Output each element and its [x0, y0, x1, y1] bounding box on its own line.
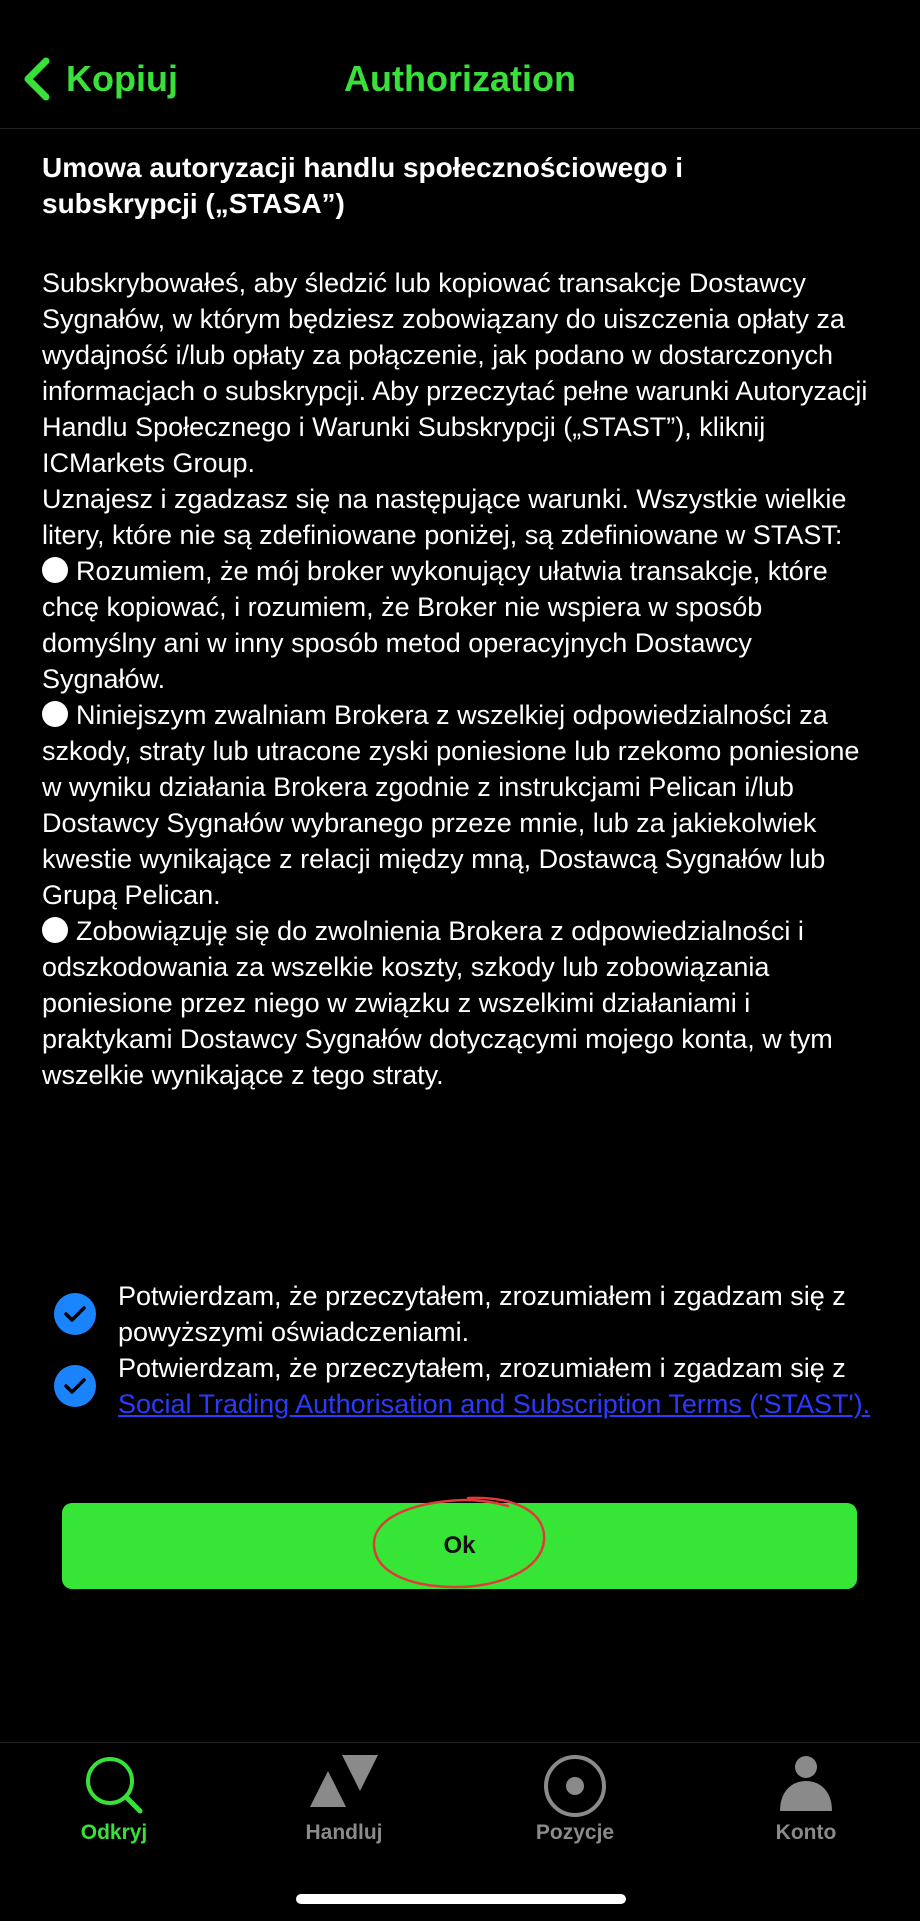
tab-label: Pozycje [535, 1821, 615, 1844]
tab-handluj[interactable] [254, 1743, 434, 1863]
confirmation-row-terms [54, 1350, 874, 1422]
ok-button[interactable] [62, 1503, 857, 1589]
agreement-bullet: Rozumiem, że mój broker wykonujący ułatwia transakcje, które chcę kopiować, i rozumiem, że Broker nie wspiera w sposób domyślny ani w inny sposób metod operacyjnych Dostawcy Sygnałów. [42, 556, 828, 694]
agreement-bullet: Niniejszym zwalniam Brokera z wszelkiej odpowiedzialności za szkody, straty lub utracone zyski poniesione lub rzekomo poniesione w wyniku działania Brokera zgodnie z instrukcjami Pelican i/lub Dostawcy Sygnałów wybranego przeze mnie, lub za jakiekolwiek kwestie wynikające z relacji między mną, Dostawcą Sygnałów lub Grupą Pelican. [42, 700, 860, 910]
confirm-statements-label: Potwierdzam, że przeczytałem, zrozumiałem i zgadzam się z powyższymi oświadczeniami. [118, 1281, 846, 1347]
confirm-terms-checkbox[interactable] [54, 1365, 96, 1407]
agreement-acknowledge: Uznajesz i zgadzasz się na następujące warunki. Wszystkie wielkie litery, które nie są zdefiniowane poniżej, są zdefiniowane w STAST: [42, 484, 847, 550]
agreement-intro: Subskrybowałeś, aby śledzić lub kopiować transakcje Dostawcy Sygnałów, w którym będziesz zobowiązany do uiszczenia opłaty za wydajność i/lub opłaty za połączenie, jak podano w dostarczonych informacjach o subskrypcji. Aby przeczytać pełne warunki Autoryzacji Handlu Społecznego i Warunki Subskrypcji („STAST”), kliknij ICMarkets Group. [42, 268, 868, 478]
agreement-bullet: Zobowiązuję się do zwolnienia Brokera z odpowiedzialności i odszkodowania za wszelkie koszty, szkody lub zobowiązania poniesione przez niego w związku z wszelkimi działaniami i praktykami Dostawcy Sygnałów dotyczącymi mojego konta, w tym wszelkie wynikające z tego straty. [42, 916, 833, 1090]
tab-odkryj[interactable] [24, 1743, 204, 1863]
search-icon [82, 1753, 146, 1817]
confirm-statements-checkbox[interactable] [54, 1293, 96, 1335]
confirmation-list [54, 1278, 874, 1422]
positions-target-icon [542, 1753, 608, 1819]
confirmation-row-statements [54, 1278, 874, 1350]
checkmark-icon [63, 1304, 87, 1324]
page-title: Authorization [344, 58, 576, 99]
checkmark-icon [63, 1376, 87, 1396]
stast-terms-link[interactable]: Social Trading Authorisation and Subscription Terms ('STAST'). [118, 1389, 871, 1419]
ok-label: Ok [443, 1532, 476, 1559]
trade-arrows-icon [306, 1753, 382, 1809]
tab-label: Konto [775, 1821, 837, 1844]
home-indicator[interactable] [296, 1894, 626, 1904]
confirm-terms-label: Potwierdzam, że przeczytałem, zrozumiałem i zgadzam się z Social Trading Authorisation and Subscription Terms ('STAST'). [118, 1353, 871, 1419]
navigation-header [0, 0, 920, 129]
agreement-body [42, 265, 872, 1093]
tab-label: Handluj [305, 1821, 383, 1844]
bullet-dot-icon [42, 917, 68, 943]
tab-label: Odkryj [80, 1821, 148, 1844]
tab-konto[interactable] [716, 1743, 896, 1863]
bullet-dot-icon [42, 557, 68, 583]
bullet-dot-icon [42, 701, 68, 727]
account-person-icon [776, 1753, 836, 1813]
back-label: Kopiuj [66, 58, 178, 99]
tab-pozycje[interactable] [485, 1743, 665, 1863]
agreement-title: Umowa autoryzacji handlu społecznościowego i subskrypcji („STASA”) [42, 152, 684, 219]
agreement-content [42, 150, 872, 1093]
